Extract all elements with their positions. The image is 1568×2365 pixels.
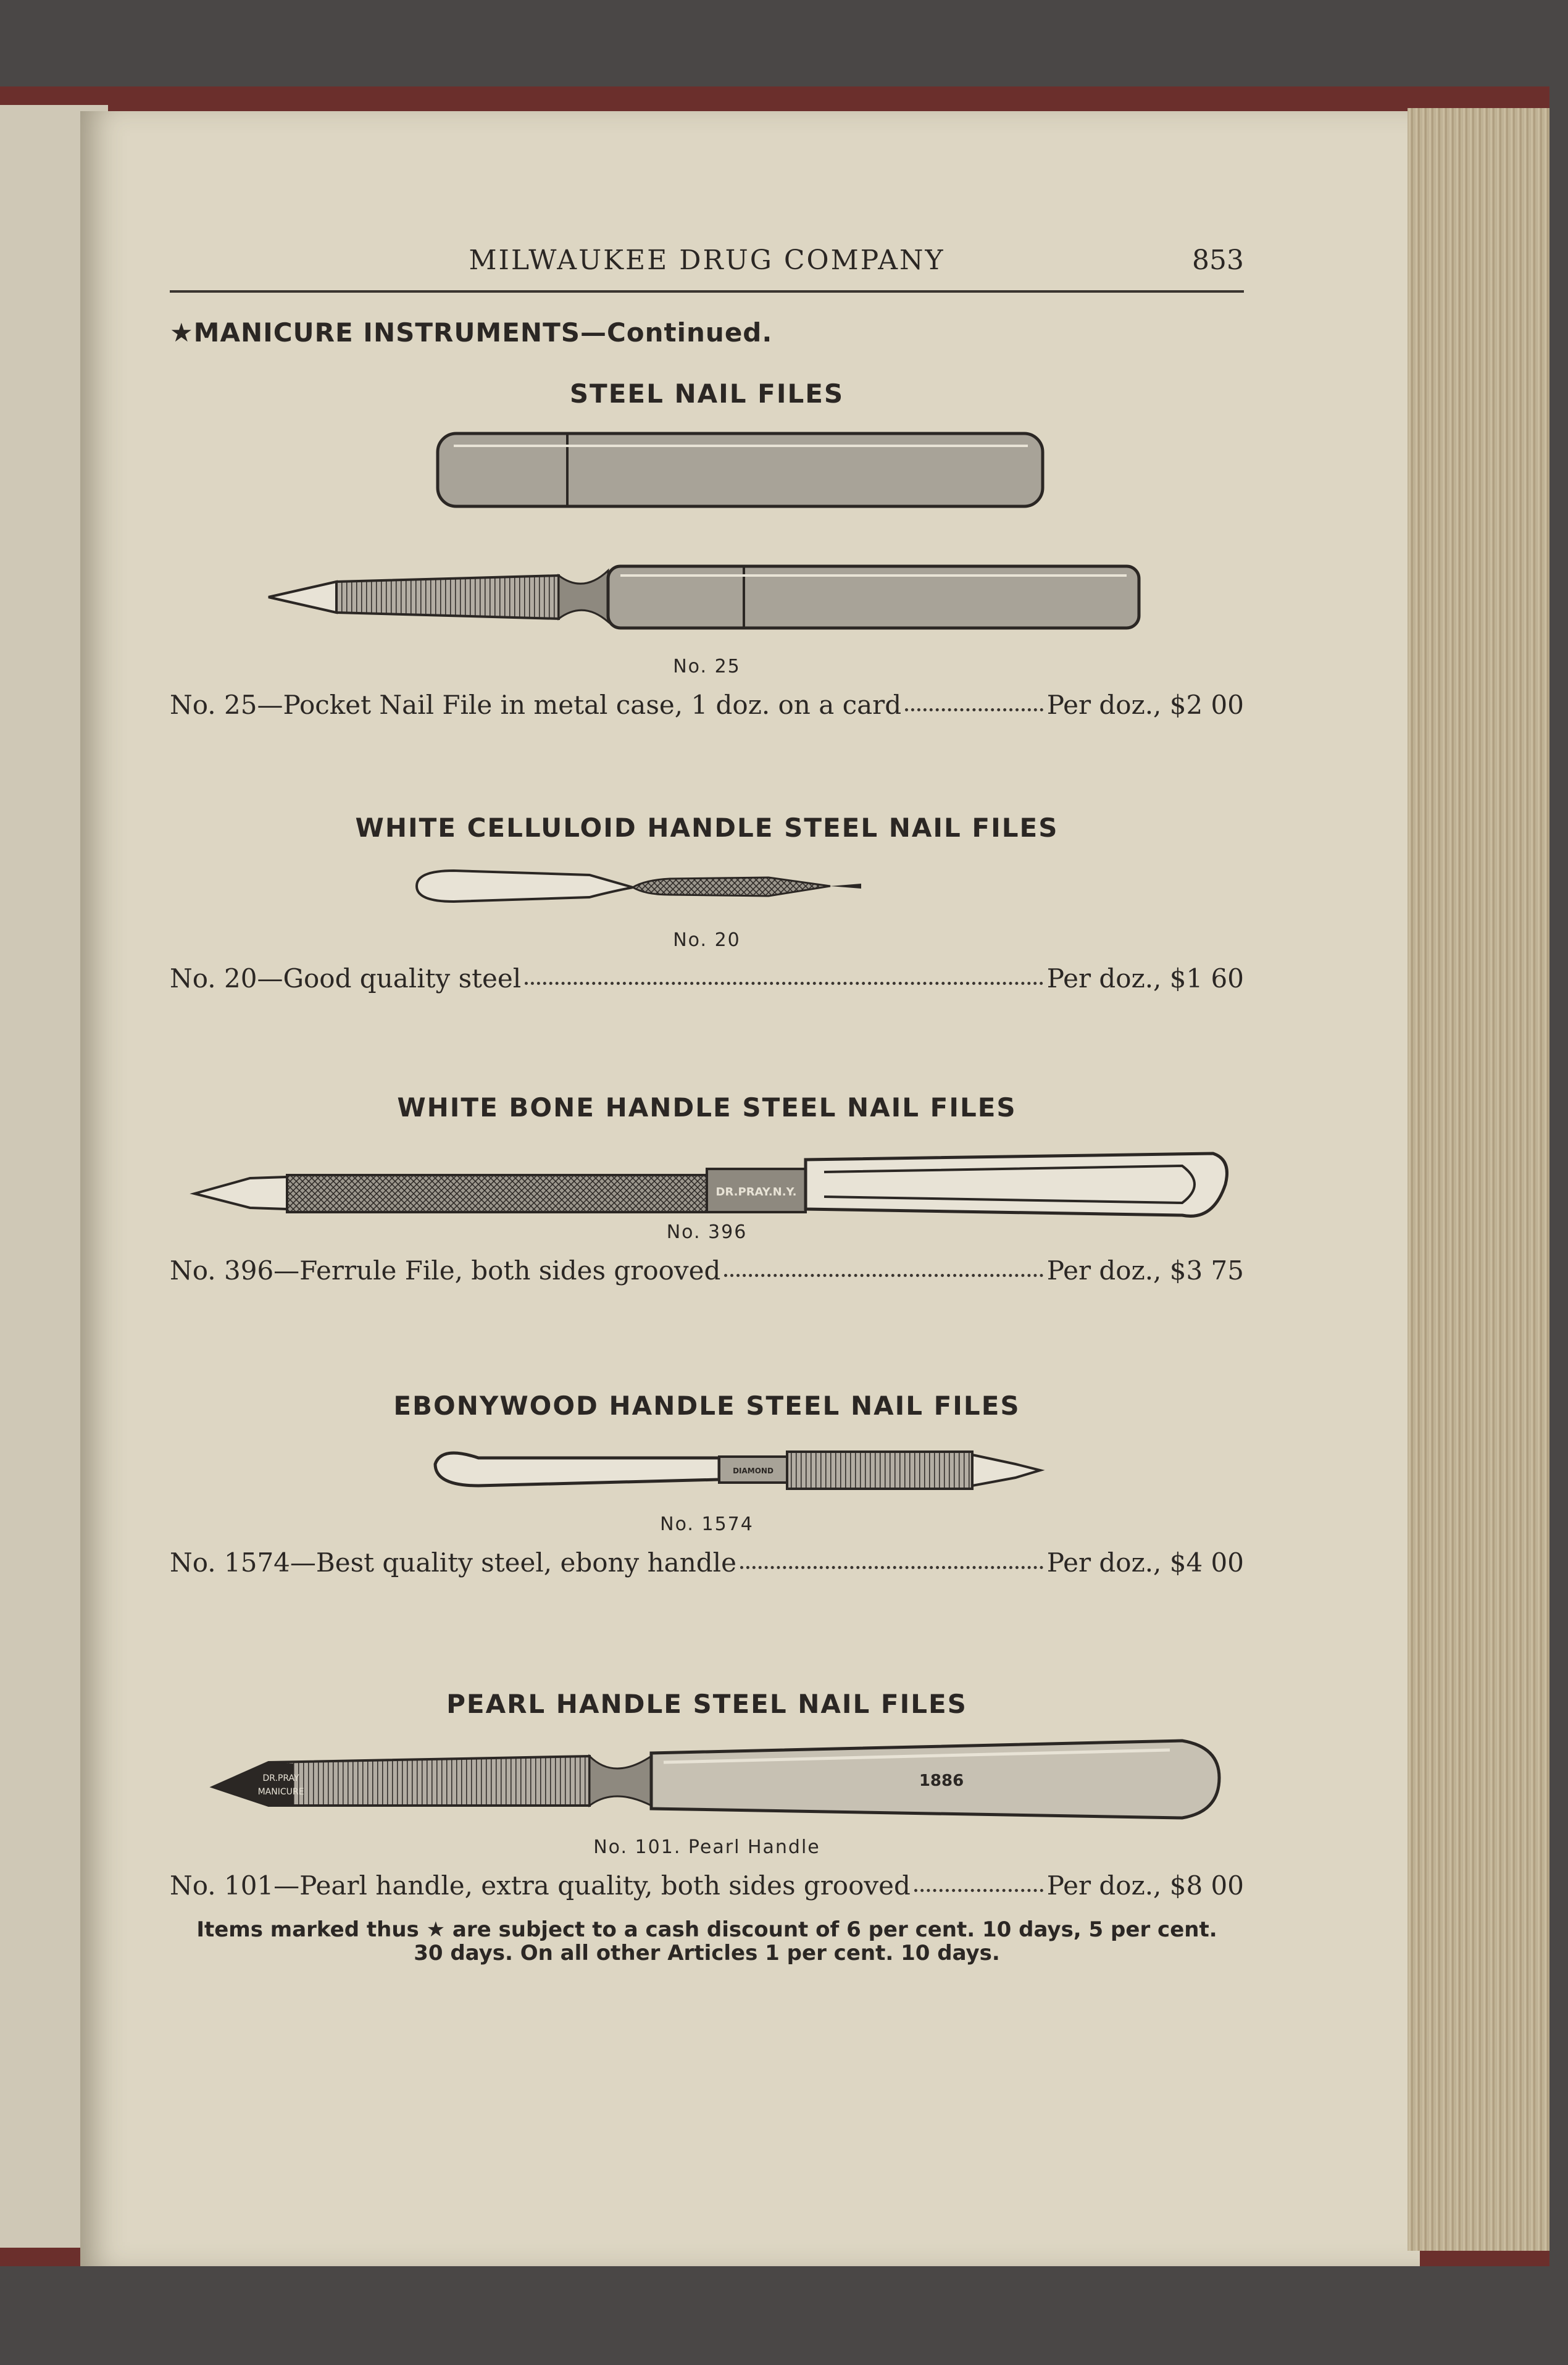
item-desc: No. 396—Ferrule File, both sides grooved (170, 1255, 721, 1286)
heading-pearl: PEARL HANDLE STEEL NAIL FILES (446, 1689, 967, 1719)
caption-no-101: No. 101. Pearl Handle (593, 1836, 820, 1858)
leader-dots (740, 1565, 1043, 1569)
illus-stamp-1: DR.PRAY (262, 1773, 299, 1783)
item-desc: No. 101—Pearl handle, extra quality, both sides grooved (170, 1870, 911, 1901)
illustration-pocket-nail-file (213, 409, 1201, 656)
caption-no-20: No. 20 (673, 929, 741, 951)
illus-label-1574: DIAMOND (733, 1467, 774, 1475)
illustration-ebony-file (213, 1421, 1201, 1513)
leader-dots (525, 981, 1043, 985)
item-price: Per doz., $1 60 (1046, 963, 1244, 994)
illus-label-396: DR.PRAY.N.Y. (715, 1186, 797, 1199)
item-price: Per doz., $4 00 (1046, 1547, 1244, 1578)
caption-no-25: No. 25 (673, 656, 741, 677)
heading-white-celluloid: WHITE CELLULOID HANDLE STEEL NAIL FILES (355, 813, 1059, 843)
caption-no-1574: No. 1574 (660, 1513, 754, 1535)
item-no-25 (170, 690, 1244, 720)
leader-dots (914, 1888, 1043, 1892)
item-price: Per doz., $3 75 (1046, 1255, 1244, 1286)
heading-ebonywood: EBONYWOOD HANDLE STEEL NAIL FILES (393, 1391, 1020, 1421)
page-edges (1407, 108, 1549, 2251)
item-no-20 (170, 963, 1244, 994)
item-no-396 (170, 1255, 1244, 1286)
item-price: Per doz., $2 00 (1046, 690, 1244, 720)
leader-dots (724, 1273, 1043, 1277)
illustration-pearl-file (170, 1719, 1244, 1836)
item-desc: No. 25—Pocket Nail File in metal case, 1 doz. on a card (170, 690, 902, 720)
item-desc: No. 20—Good quality steel (170, 963, 522, 994)
illustration-bone-ferrule-file (170, 1123, 1244, 1234)
illus-label-1886: 1886 (919, 1772, 964, 1790)
item-price: Per doz., $8 00 (1046, 1870, 1244, 1901)
page-content (170, 241, 1244, 1965)
item-no-1574 (170, 1547, 1244, 1578)
illustration-celluloid-file (213, 843, 1201, 929)
heading-steel-nail-files: STEEL NAIL FILES (569, 379, 844, 409)
heading-white-bone: WHITE BONE HANDLE STEEL NAIL FILES (397, 1092, 1017, 1123)
leader-dots (905, 708, 1043, 711)
item-desc: No. 1574—Best quality steel, ebony handle (170, 1547, 736, 1578)
discount-note-line-2: 30 days. On all other Articles 1 per cent. 10 days. (414, 1941, 1000, 1965)
running-head (170, 241, 1244, 293)
page-number: 853 (1192, 245, 1244, 276)
discount-note (170, 1918, 1244, 1965)
discount-note-line-1: Items marked thus ★ are subject to a cash discount of 6 per cent. 10 days, 5 per cent. (196, 1917, 1217, 1942)
illus-stamp-2: MANICURE (257, 1787, 304, 1797)
item-no-101 (170, 1870, 1244, 1901)
caption-no-396: No. 396 (666, 1221, 748, 1243)
running-title: MILWAUKEE DRUG COMPANY (469, 245, 945, 276)
section-title: ★MANICURE INSTRUMENTS—Continued. (170, 317, 773, 348)
